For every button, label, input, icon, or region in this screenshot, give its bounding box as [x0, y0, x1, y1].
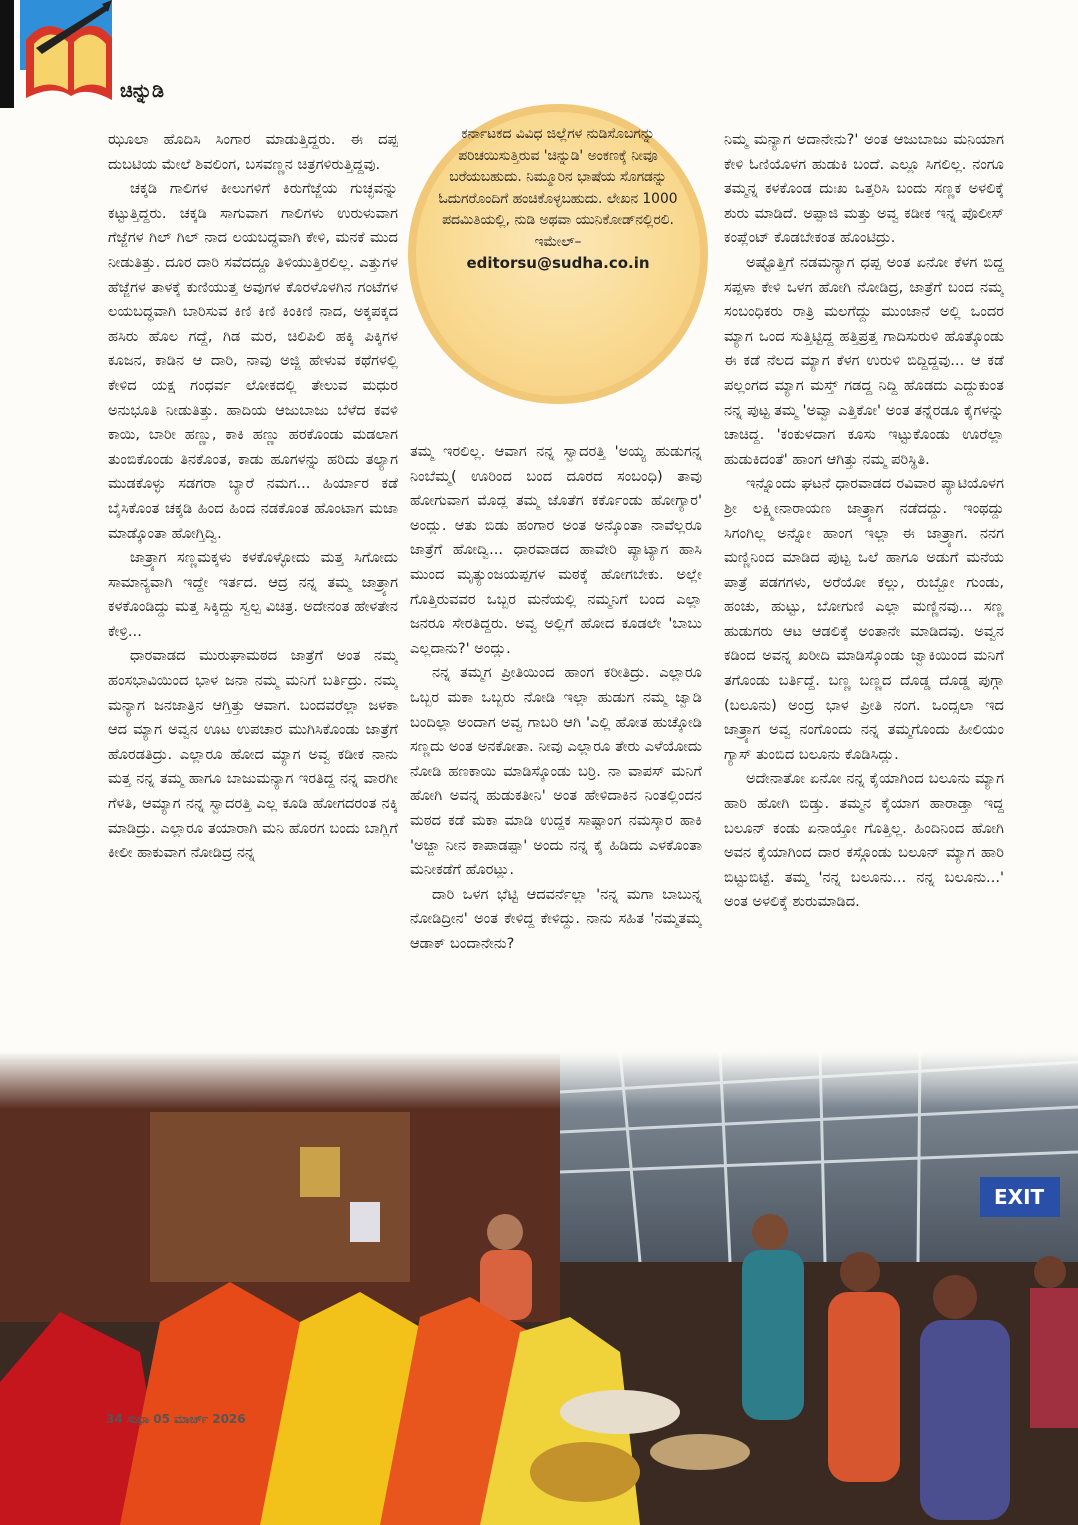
- market-photo: [0, 1052, 1078, 1525]
- article-column-1: [108, 128, 398, 1063]
- column-logo-icon: [16, 0, 116, 105]
- article-column-2: [410, 440, 702, 1065]
- paragraph: ಜಾತ್ರ್ಯಾಗ ಸಣ್ಣಮಕ್ಕಳು ಕಳಕೊಳ್ಳೋದು ಮತ್ತ ಸಿಗೋದು ಸಾಮಾನ್ಯವಾಗಿ ಇದ್ದೇ ಇರ್ತದ. ಆದ್ರ ನನ್ನ ತಮ್ಮ ಜಾತ್ರ್ಯಾಗ ಕಳಕೊಂಡಿದ್ದು ಮತ್ತ ಸಿಕ್ಕಿದ್ದು ಸ್ವಲ್ಪ ವಿಚಿತ್ರ. ಅದೇನಂತ ಹೇಳತೇನ ಕೇಳ್ರಿ...: [108, 549, 398, 640]
- paragraph: ಚಕ್ಕಡಿ ಗಾಲಿಗಳ ಕೀಲುಗಳಿಗೆ ಕಿರುಗೆಜ್ಜೆಯ ಗುಚ್ಛವನ್ನು ಕಟ್ಟುತ್ತಿದ್ದರು. ಚಕ್ಕಡಿ ಸಾಗುವಾಗ ಗಾಲಿಗಳು ಉರುಳುವಾಗ ಗೆಜ್ಜೆಗಳ ಗಿಲ್ ಗಿಲ್ ನಾದ ಲಯಬದ್ಧವಾಗಿ ಕೇಳಿ, ಮನಕೆ ಮುದ ನೀಡುತಿತ್ತು. ದೂರ ದಾರಿ ಸವೆದದ್ದೂ ತಿಳಿಯುತ್ತಿರಲಿಲ್ಲ. ಎತ್ತುಗಳ ಹೆಜ್ಜೆಗಳ ತಾಳಕ್ಕೆ ಕುಣಿಯುತ್ತ ಅವುಗಳ ಕೊರಳೊಳಗಿನ ಗಂಟೆಗಳ ಲಯಬದ್ಧವಾಗಿ ಬಾರಿಸುವ ಕಿಣಿ ಕಿಣಿ ಕಿಂಕಿಣಿ ನಾದ, ಅಕ್ಕಪಕ್ಕದ ಹಸಿರು ಹೊಲ ಗದ್ದೆ, ಗಿಡ ಮರ, ಚಿಲಿಪಿಲಿ ಹಕ್ಕಿ ಪಿಕ್ಕಿಗಳ ಕೂಜನ, ಕಾಡಿನ ಆ ದಾರಿ, ನಾವು ಅಜ್ಜಿ ಹೇಳುವ ಕಥೆಗಳಲ್ಲಿ ಕೇಳಿದ ಯಕ್ಷ ಗಂಧರ್ವ ಲೋಕದಲ್ಲಿ ತೇಲುವ ಮಧುರ ಅನುಭೂತಿ ನೀಡುತಿತ್ತು. ಹಾದಿಯ ಆಜುಬಾಜು ಬೆಳೆದ ಕವಳಿ ಕಾಯಿ, ಬಾರೀ ಹಣ್ಣು, ಕಾಕಿ ಹಣ್ಣು ಹರಕೊಂಡು ಮಡಲಾಗ ತುಂಬಿಕೊಂಡು ತಿನಕೊಂತ, ಕಾಡು ಹೂಗಳನ್ನು ಹರಿದು ತಲ್ಯಾಗ ಮುಡಕೊಳ್ಳು ಸಡಗರಾ ಬ್ಯಾರೆ ನಮಗ... ಹಿರ್ಯಾರ ಕಡೆ ಬೈಸಿಕೊಂತ ಚಕ್ಕಡಿ ಹಿಂದ ಹಿಂದ ನಡಕೊಂತ ಹೊಂಟಾಗ ಮಜಾ ಮಾಡ್ಕೊಂತಾ ಹೋಗ್ತಿದ್ವಿ.: [108, 180, 398, 542]
- paragraph: ನಿಮ್ಮ ಮನ್ಯಾಗ ಅದಾನೇನು?' ಅಂತ ಆಜುಬಾಜು ಮನಿಯಾಗ ಕೇಳಿ ಓಣಿಯೊಳಗ ಹುಡುಕಿ ಬಂದೆ. ಎಲ್ಲೂ ಸಿಗಲಿಲ್ಲ. ನಂಗೂ ತಮ್ಮನ್ನ ಕಳಕೊಂಡ ದುಃಖ ಒತ್ತರಿಸಿ ಬಂದು ಸಣ್ಣಕ ಅಳಲಿಕ್ಕೆ ಶುರು ಮಾಡಿದೆ. ಅಪ್ಪಾಜಿ ಮತ್ತು ಅವ್ವ ಕಡೀಕ ಇನ್ನ ಪೊಲೀಸ್ ಕಂಪ್ಲೆಂಟ್ ಕೊಡಬೇಕಂತ ಹೊಂಟಿದ್ರು.: [724, 131, 1004, 247]
- paragraph: ಝೂಲಾ ಹೊದಿಸಿ ಸಿಂಗಾರ ಮಾಡುತ್ತಿದ್ದರು. ಈ ದಪ್ಪ ದುಬಟಿಯ ಮೇಲೆ ಶಿವಲಿಂಗ, ಬಸವಣ್ಣನ ಚಿತ್ರಗಳಿರುತ್ತಿದ್ದವು.: [108, 131, 398, 173]
- callout-text: [430, 124, 686, 275]
- section-title: ಚಿನ್ನುಡಿ: [120, 80, 164, 102]
- paragraph: ಇನ್ನೊಂದು ಘಟನೆ ಧಾರವಾಡದ ರವಿವಾರ ಪ್ಯಾಟಿಯೊಳಗ ಶ್ರೀ ಲಕ್ಷ್ಮೀನಾರಾಯಣ ಜಾತ್ರ್ಯಾಗ ನಡೆದದ್ದು. ಇಂಥದ್ದು ಸಿಗಂಗಿಲ್ಲ ಅನ್ನೋ ಹಾಂಗ ಇಲ್ಲಾ ಈ ಜಾತ್ರ್ಯಾಗ. ನನಗ ಮಣ್ಣಿನಿಂದ ಮಾಡಿದ ಪುಟ್ಟ ಒಲೆ ಹಾಗೂ ಅಡುಗೆ ಮನೆಯ ಪಾತ್ರೆ ಪಡಗಗಳು, ಅರೆಯೋ ಕಲ್ಲು, ರುಬ್ಬೋ ಗುಂಡು, ಹಂಚು, ಹುಟ್ಟು, ಬೋಗುಣಿ ಎಲ್ಲಾ ಮಣ್ಣಿನವು... ಸಣ್ಣ ಹುಡುಗರು ಆಟ ಆಡಲಿಕ್ಕೆ ಅಂತಾನೇ ಮಾಡಿದವು. ಅವ್ವನ ಕಡಿಂದ ಅವನ್ನ ಖರೀದಿ ಮಾಡಿಸ್ಕೊಂಡು ಜ್ವಾಕಿಯಿಂದ ಮನಿಗೆ ತಗೊಂಡು ಬರ್ತಿದ್ದೆ. ಬಣ್ಣ ಬಣ್ಣದ ದೊಡ್ಡ ದೊಡ್ಡ ಪುಗ್ಗಾ (ಬಲೂನು) ಅಂದ್ರ ಭಾಳ ಪ್ರೀತಿ ನಂಗ. ಒಂದ್ಸಲಾ ಇದ ಜಾತ್ರ್ಯಾಗ ಅವ್ವ ನಂಗೊಂದು ನನ್ನ ತಮ್ಮಗೊಂದು ಹೀಲಿಯಂ ಗ್ಯಾಸ್ ತುಂಬಿದ ಬಲೂನು ಕೊಡಿಸಿದ್ಲು.: [724, 475, 1004, 763]
- paragraph: ಧಾರವಾಡದ ಮುರುಘಾಮಠದ ಜಾತ್ರೆಗೆ ಅಂತ ನಮ್ಮ ಹಂಸಭಾವಿಯಿಂದ ಭಾಳ ಜನಾ ನಮ್ಮ ಮನಿಗೆ ಬರ್ತಿದ್ರು. ನಮ್ಮ ಮನ್ಯಾಗ ಜನಜಾತ್ರಿನ ಆಗ್ತಿತ್ತು ಆವಾಗ. ಬಂದವರೆಲ್ಲಾ ಜಳಕಾ ಆದ ಮ್ಯಾಗ ಅವ್ವನ ಊಟ ಉಪಚಾರ ಮುಗಿಸಿಕೊಂಡು ಜಾತ್ರೆಗೆ ಹೊರಡತಿದ್ರು. ಎಲ್ಲಾರೂ ಹೋದ ಮ್ಯಾಗ ಅವ್ವ ಕಡೀಕ ನಾನು ಮತ್ತ ನನ್ನ ತಮ್ಮ ಹಾಗೂ ಬಾಜುಮನ್ಯಾಗ ಇರತಿದ್ದ ನನ್ನ ವಾರಗೀ ಗೆಳತಿ, ಆಮ್ಯಾಗ ನನ್ನ ಸ್ವಾದರತ್ತಿ ಎಲ್ಲ ಕೂಡಿ ಹೋಗದರಂತ ನಕ್ಕಿ ಮಾಡಿದ್ರು. ಎಲ್ಲಾರೂ ತಯಾರಾಗಿ ಮನಿ ಹೊರಗ ಬಂದು ಬಾಗ್ಲಿಗೆ ಕೀಲೀ ಹಾಕುವಾಗ ನೋಡಿದ್ರ ನನ್ನ: [108, 647, 398, 862]
- callout-email-link[interactable]: editorsu@sudha.co.in: [466, 254, 650, 272]
- paragraph: ನನ್ನ ತಮ್ಮಗ ಪ್ರೀತಿಯಿಂದ ಹಾಂಗ ಕರೀತಿದ್ರು. ಎಲ್ಲಾರೂ ಒಬ್ಬರ ಮಕಾ ಒಬ್ಬರು ನೋಡಿ ಇಲ್ಲಾ ಹುಡುಗ ನಮ್ಮ ಜ್ವಾಡಿ ಬಂದಿಲ್ಲಾ ಅಂದಾಗ ಅವ್ವ ಗಾಬರಿ ಆಗಿ 'ಎಲ್ಲಿ ಹೋತ ಹುಚ್ಕೋಡಿ ಸಣ್ಣದು ಅಂತ ಅನಕೋತಾ. ನೀವು ಎಲ್ಲಾರೂ ತೇರು ಎಳೆಯೋದು ನೋಡಿ ಹಣಕಾಯಿ ಮಾಡಿಸ್ಕೊಂಡು ಬರ್ರಿ. ನಾ ವಾಪಸ್ ಮನಿಗೆ ಹೋಗಿ ಅವನ್ನ ಹುಡುಕತೀನಿ' ಅಂತ ಹೇಳಿದಾಕಿನ ನಿಂತಲ್ಲಿಂದನ ಮಠದ ಕಡೆ ಮಕಾ ಮಾಡಿ ಉದ್ದಕ ಸಾಷ್ಟಾಂಗ ನಮಸ್ಕಾರ ಹಾಕಿ 'ಅಜ್ಜಾ ನೀನ ಕಾಪಾಡಪ್ಪಾ' ಅಂದು ನನ್ನ ಕೈ ಹಿಡಿದು ಎಳಕೊಂತಾ ಮನೀಕಡೆಗೆ ಹೊರಟ್ಲು.: [410, 664, 702, 879]
- article-column-3: [724, 128, 1004, 1063]
- page-folio: 34 ಸುಧಾ 05 ಮಾರ್ಚ್ 2026: [106, 1412, 246, 1426]
- callout-body: ಕರ್ನಾಟಕದ ವಿವಿಧ ಜಿಲ್ಲೆಗಳ ನುಡಿಸೊಬಗನ್ನು ಪರಿಚಯಿಸುತ್ತಿರುವ 'ಚಿನ್ನುಡಿ' ಅಂಕಣಕ್ಕೆ ನೀವೂ ಬರೆಯಬಹುದು. ನಿಮ್ಮೂರಿನ ಭಾಷೆಯ ಸೊಗಡನ್ನು ಓದುಗರೊಂದಿಗೆ ಹಂಚಿಕೊಳ್ಳಬಹುದು. ಲೇಖನ 1000 ಪದಮಿತಿಯಲ್ಲಿ, ನುಡಿ ಅಥವಾ ಯುನಿಕೋಡ್‌ನಲ್ಲಿರಲಿ. ಇಮೇಲ್–: [438, 126, 678, 250]
- paragraph: ಅದೇನಾತೋ ಏನೋ ನನ್ನ ಕೈಯಾಗಿಂದ ಬಲೂನು ಮ್ಯಾಗ ಹಾರಿ ಹೋಗಿ ಬಿಡ್ತು. ತಮ್ಮನ ಕೈಯಾಗ ಹಾರಾಡ್ತಾ ಇದ್ದ ಬಲೂನ್ ಕಂಡು ಏನಾಯ್ತೋ ಗೊತ್ತಿಲ್ಲ. ಹಿಂದಿನಿಂದ ಹೋಗಿ ಅವನ ಕೈಯಾಗಿಂದ ದಾರ ಕಸ್ಗೊಂಡು ಬಲೂನ್ ಮ್ಯಾಗ ಹಾರಿ ಬಿಟ್ಟುಬಿಟ್ಟೆ. ತಮ್ಮ 'ನನ್ನ ಬಲೂನು... ನನ್ನ ಬಲೂನು...' ಅಂತ ಅಳಲಿಕ್ಕೆ ಶುರುಮಾಡಿದ.: [724, 770, 1004, 911]
- header-black-bar: [0, 0, 14, 108]
- paragraph: ದಾರಿ ಒಳಗ ಭೆಟ್ಟಿ ಆದವರ್ನೆಲ್ಲಾ 'ನನ್ನ ಮಗಾ ಬಾಬುನ್ನ ನೋಡಿದ್ರೀನ' ಅಂತ ಕೇಳಿದ್ದ ಕೇಳಿದ್ದು. ನಾನು ಸಹಿತ 'ನಮ್ಮತಮ್ಮ ಆಡಾಕ್ ಬಂದಾನೇನು?: [410, 885, 702, 952]
- paragraph: ಅಷ್ಟೊತ್ತಿಗೆ ನಡಮನ್ಯಾಗ ಧಪ್ಪ ಅಂತ ಏನೋ ಕೆಳಗ ಬಿದ್ದ ಸಪ್ಪಳಾ ಕೇಳಿ ಒಳಗ ಹೋಗಿ ನೋಡಿದ್ರ, ಜಾತ್ರೆಗೆ ಬಂದ ನಮ್ಮ ಸಂಬಂಧಿಕರು ರಾತ್ರಿ ಮಲಗೆದ್ದು ಮುಂಜಾನೆ ಅಲ್ಲಿ ಒಂದರ ಮ್ಯಾಗ ಒಂದ ಸುತ್ತಿಟ್ಟಿದ್ದ ಹತ್ತಿಪ್ರತ್ತ ಗಾದಿಸುರುಳಿ ಹೊತ್ಕೊಂಡು ಈ ಕಡೆ ನೆಲದ ಮ್ಯಾಗ ಕೆಳಗ ಉರುಳಿ ಬಿದ್ದಿದ್ದವು... ಆ ಕಡೆ ಪಲ್ಲಂಗದ ಮ್ಯಾಗ ಮಸ್ತ್ ಗಡದ್ದ ನಿದ್ದಿ ಹೊಡದು ಎದ್ದುಕುಂತ ನನ್ನ ಪುಟ್ಟ ತಮ್ಮ 'ಅವ್ವಾ ಎತ್ತಿಕೋ' ಅಂತ ತನ್ನೆರಡೂ ಕೈಗಳನ್ನು ಚಾಚಿದ್ದ. 'ಕಂಕುಳದಾಗ ಕೂಸು ಇಟ್ಟುಕೊಂಡು ಊರೆಲ್ಲಾ ಹುಡುಕಿದಂತೆ' ಹಾಂಗ ಆಗಿತ್ತು ನಮ್ಮ ಪರಿಸ್ಥಿತಿ.: [724, 253, 1004, 468]
- paragraph: ತಮ್ಮ ಇರಲಿಲ್ಲ. ಆವಾಗ ನನ್ನ ಸ್ವಾದರತ್ತಿ 'ಅಯ್ಯ ಹುಡುಗನ್ನ ನಿಂಬೆಮ್ಮ( ಊರಿಂದ ಬಂದ ದೂರದ ಸಂಬಂಧಿ) ತಾವು ಹೋಗುವಾಗ ಮೊದ್ಲ ತಮ್ಮ ಜೊತೆಗ ಕರ್ಕೊಂಡು ಹೋಗ್ಯಾರ' ಅಂದ್ಲು. ಆತು ಬಿಡು ಹಂಗಾರ ಅಂತ ಅನ್ಕೊಂತಾ ನಾವೆಲ್ಲರೂ ಜಾತ್ರೆಗೆ ಹೋದ್ವಿ... ಧಾರವಾಡದ ಹಾವೇರಿ ಪ್ಯಾಟ್ಯಾಗ ಹಾಸಿ ಮುಂದ ಮೃತ್ಯುಂಜಯಪ್ಪಗಳ ಮಠಕ್ಕೆ ಹೋಗಬೇಕು. ಅಲ್ಲೇ ಗೊತ್ತಿರುವವರ ಒಬ್ಬರ ಮನೆಯಲ್ಲಿ ನಮ್ಮನಿಗೆ ಬಂದ ಎಲ್ಲಾ ಜನರೂ ಸೇರತಿದ್ದರು. ಅವ್ವ ಅಲ್ಲಿಗೆ ಹೋದ ಕೂಡಲೇ 'ಬಾಬು ಎಲ್ಲದಾನು?' ಅಂದ್ಲು.: [410, 443, 702, 657]
